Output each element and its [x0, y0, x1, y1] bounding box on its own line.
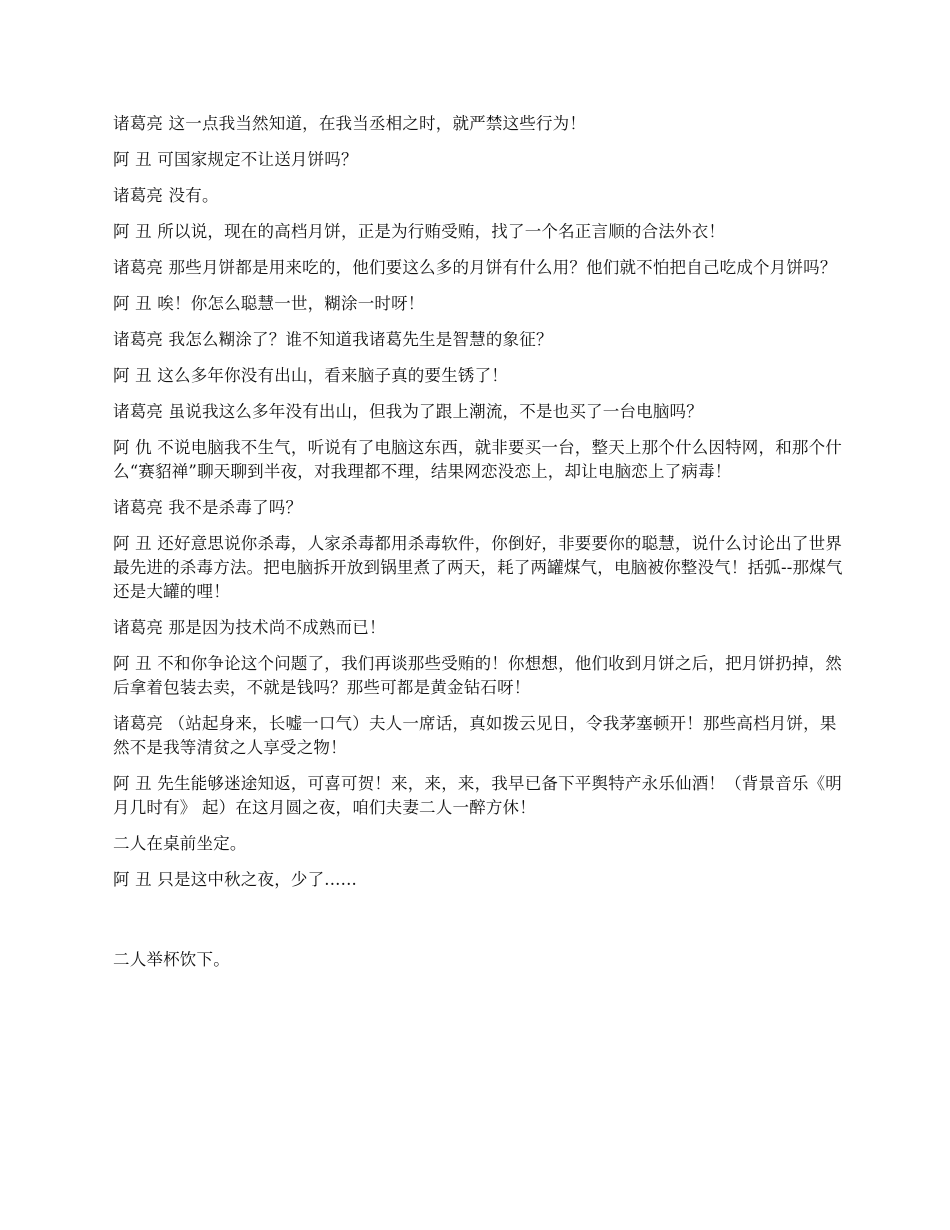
dialogue-line-7: 诸葛亮 我怎么糊涂了？谁不知道我诸葛先生是智慧的象征？	[113, 330, 553, 349]
blank-spacer	[113, 904, 843, 948]
dialogue-line-6: 阿 丑 唉！你怎么聪慧一世，糊涂一时呀！	[113, 294, 425, 313]
dialogue-line-3: 诸葛亮 没有。	[113, 186, 219, 205]
dialogue-line-2: 阿 丑 可国家规定不让送月饼吗？	[113, 150, 358, 169]
dialogue-line-8: 阿 丑 这么多年你没有出山，看来脑子真的要生锈了！	[113, 366, 508, 385]
dialogue-line-11: 诸葛亮 我不是杀毒了吗？	[113, 498, 303, 517]
document-body	[113, 112, 843, 984]
final-stage-direction: 二人举杯饮下。	[113, 950, 230, 969]
dialogue-line-10: 阿 仇 不说电脑我不生气，听说有了电脑这东西，就非要买一台，整天上那个什么因特网，和那个什么“赛貂禅”聊天聊到半夜，对我理都不理，结果网恋没恋上，却让电脑恋上了病毒！	[113, 438, 842, 481]
dialogue-line-9: 诸葛亮 虽说我这么多年没有出山，但我为了跟上潮流，不是也买了一台电脑吗？	[113, 402, 703, 421]
dialogue-line-13: 诸葛亮 那是因为技术尚不成熟而已！	[113, 618, 386, 637]
dialogue-line-16: 阿 丑 先生能够迷途知返，可喜可贺！来，来，来，我早已备下平舆特产永乐仙酒！（背景音乐《明月几时有》 起）在这月圆之夜，咱们夫妻二人一醉方休！	[113, 774, 842, 817]
dialogue-line-17: 阿 丑 只是这中秋之夜，少了......	[113, 870, 357, 889]
stage-direction: 二人在桌前坐定。	[113, 834, 247, 853]
dialogue-line-14: 阿 丑 不和你争论这个问题了，我们再谈那些受贿的！你想想，他们收到月饼之后，把月饼扔掉，然后拿着包装去卖，不就是钱吗？那些可都是黄金钻石呀！	[113, 654, 842, 697]
dialogue-line-4: 阿 丑 所以说，现在的高档月饼，正是为行贿受贿，找了一个名正言顺的合法外衣！	[113, 222, 726, 241]
dialogue-line-5: 诸葛亮 那些月饼都是用来吃的，他们要这么多的月饼有什么用？他们就不怕把自己吃成个月饼吗？	[113, 258, 837, 277]
dialogue-line-12: 阿 丑 还好意思说你杀毒，人家杀毒都用杀毒软件，你倒好，非要要你的聪慧，说什么讨论出了世界最先进的杀毒方法。把电脑拆开放到锅里煮了两天，耗了两罐煤气，电脑被你整没气！括弧--那煤气还是大罐的哩！	[113, 534, 843, 601]
dialogue-line-1: 诸葛亮 这一点我当然知道，在我当丞相之时，就严禁这些行为！	[113, 114, 587, 133]
dialogue-line-15: 诸葛亮 （站起身来，长嘘一口气）夫人一席话，真如拨云见日，令我茅塞顿开！那些高档月饼，果然不是我等清贫之人享受之物！	[113, 714, 837, 757]
